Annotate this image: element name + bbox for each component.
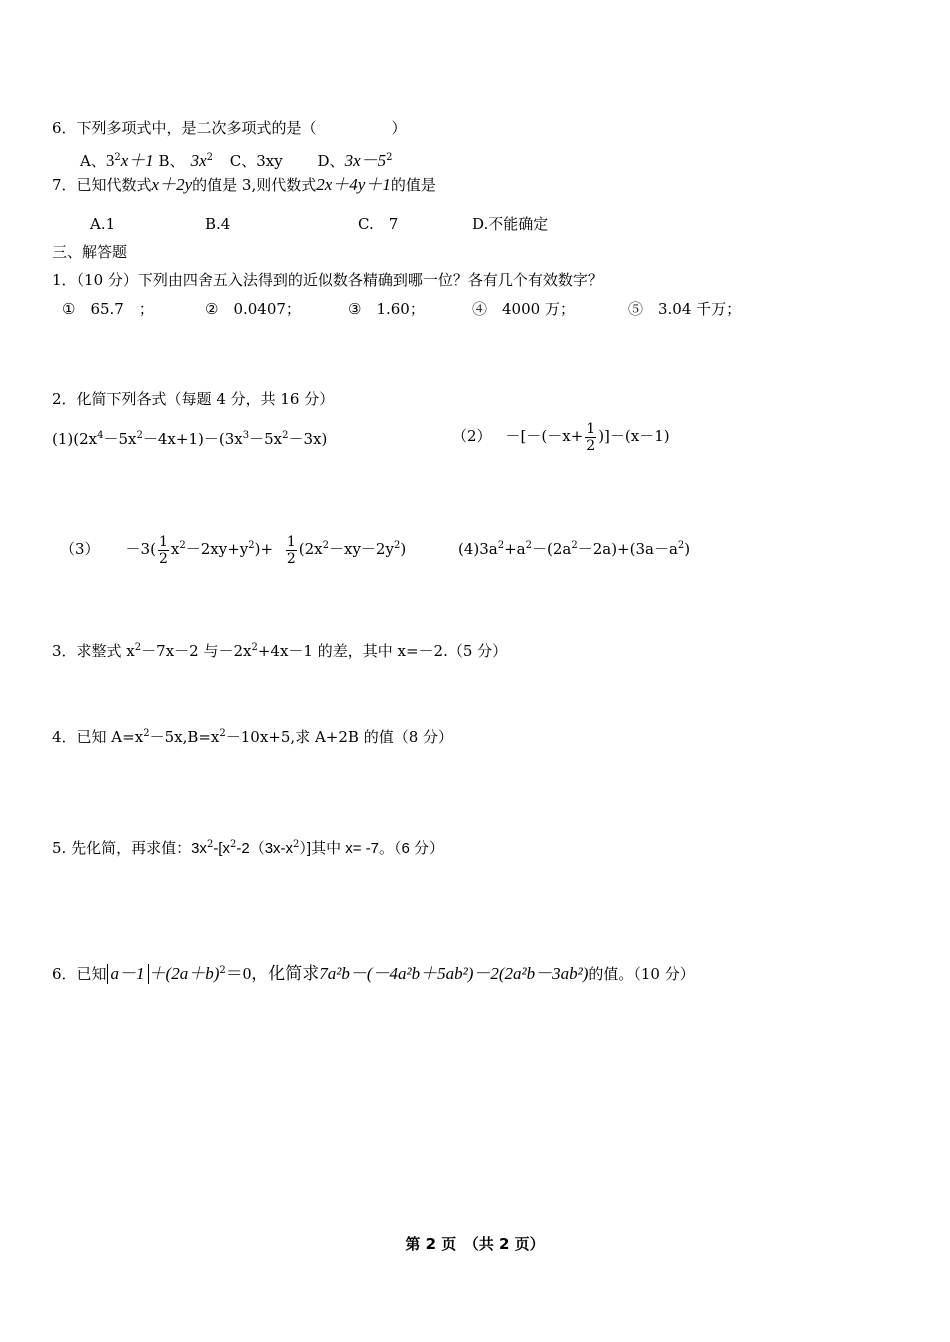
problem-2-sub-2 xyxy=(452,414,670,458)
math-text: －[－(－x+ xyxy=(505,427,584,445)
problem-1-stem: 1．（10 分）下列由四舍五入法得到的近似数各精确到哪一位？各有几个有效数字？ xyxy=(52,271,603,289)
option-b-expr: 3x xyxy=(190,151,207,170)
math-text: 2 xyxy=(251,642,258,653)
q7-option-c: C. 7 xyxy=(358,215,399,233)
math-text: －5x,B=x xyxy=(149,728,220,746)
math-text: 3 xyxy=(242,430,250,441)
q7-expr1: x＋2y xyxy=(151,175,193,194)
math-text: －3x) xyxy=(288,430,328,448)
math-text: 的值。（10 分） xyxy=(588,965,695,983)
math-text: ) xyxy=(684,540,691,558)
math-text: 2 xyxy=(586,437,596,454)
q7-middle: 的值是 3,则代数式 xyxy=(192,176,317,194)
math-text: ＝0，化简求 xyxy=(225,964,320,983)
problem-2-sub-3 xyxy=(60,524,406,571)
math-text: －2a)+(3a－a xyxy=(577,540,678,558)
math-text: (4)3a xyxy=(458,540,498,558)
math-text: 3．求整式 x xyxy=(52,642,135,660)
math-text: 2 xyxy=(393,540,401,551)
problem-1-item-1: ① 65.7 ； xyxy=(62,300,154,318)
problem-2-stem: 2．化简下列各式（每题 4 分，共 16 分） xyxy=(52,390,335,408)
problem-6 xyxy=(52,959,695,986)
problem-1-item-4: ④ 4000 万； xyxy=(472,300,575,318)
math-text: +4x－1 的差，其中 x=－2.（5 分） xyxy=(257,642,508,660)
q7-option-d: D.不能确定 xyxy=(472,215,549,233)
math-text: ）]其中 x= -7。（6 分） xyxy=(299,840,445,857)
math-text: 2 xyxy=(497,540,505,551)
option-a-rest: x＋1 xyxy=(120,151,154,170)
option-a-exponent: 2 xyxy=(114,152,121,163)
math-text: －5x xyxy=(103,430,137,448)
math-text: -2（3x-x xyxy=(236,840,294,857)
math-text: －(2a xyxy=(532,540,572,558)
math-text: 2 xyxy=(322,540,329,551)
q7-option-b: B.4 xyxy=(205,215,231,233)
math-text: 2 xyxy=(219,728,226,739)
problem-1-item-2: ② 0.0407； xyxy=(205,300,301,318)
math-text: )]－(x－1) xyxy=(598,427,670,445)
math-text: 2 xyxy=(229,839,237,850)
math-text: (2x xyxy=(298,540,323,558)
math-text: （3） xyxy=(60,540,100,558)
math-text: +a xyxy=(504,540,526,558)
math-text: (1)(2x xyxy=(52,430,98,448)
math-text: －5x xyxy=(249,430,283,448)
math-text: 2 xyxy=(282,430,289,441)
question-6-options xyxy=(80,148,392,171)
problem-2-sub-4 xyxy=(458,536,690,559)
expression-to-simplify: 7a²b－(－4a²b＋5ab²)－2(2a²b－3ab²) xyxy=(319,964,589,983)
math-text: （2） xyxy=(452,427,492,445)
option-c: C、3xy xyxy=(229,152,283,170)
math-text: 2 xyxy=(293,839,300,850)
option-d-label: D、 xyxy=(317,152,345,170)
math-text: 2 xyxy=(206,839,214,850)
fraction-half xyxy=(158,534,169,567)
math-text: 2 xyxy=(677,540,685,551)
math-text: 2 xyxy=(179,540,186,551)
absolute-value: a－1 xyxy=(107,964,149,984)
math-text: )+ xyxy=(254,540,274,558)
math-text: 2 xyxy=(143,728,150,739)
page-footer: 第 2 页 （共 2 页） xyxy=(405,1235,545,1253)
math-text: 3x xyxy=(191,840,207,857)
option-a-base: 3 xyxy=(105,151,115,170)
q7-option-a: A.1 xyxy=(90,215,116,233)
option-d-exponent: 2 xyxy=(386,152,393,163)
problem-2-sub-1 xyxy=(52,426,327,449)
q7-expr2: 2x＋4y＋1 xyxy=(316,175,391,194)
math-text: 1 xyxy=(586,420,596,437)
math-text: 2 xyxy=(158,550,168,567)
q7-suffix: 的值是 xyxy=(390,176,436,194)
problem-3 xyxy=(52,638,507,661)
math-text: ) xyxy=(400,540,407,558)
math-text: 2 xyxy=(525,540,532,551)
problem-5 xyxy=(52,835,444,859)
question-7-stem xyxy=(52,175,436,195)
math-text: －4x+1)－(3x xyxy=(142,430,243,448)
math-text: 1 xyxy=(158,533,168,550)
math-text: －2xy+y xyxy=(185,540,249,558)
math-text: －10x+5,求 A+2B 的值（8 分） xyxy=(225,728,454,746)
math-text: 4．已知 A=x xyxy=(52,728,144,746)
q7-prefix: 7．已知代数式 xyxy=(52,176,152,194)
problem-1-item-3: ③ 1.60； xyxy=(348,300,425,318)
problem-1-item-5: ⑤ 3.04 千万； xyxy=(628,300,742,318)
option-a-label: A、 xyxy=(80,152,106,170)
math-text: 4 xyxy=(97,430,104,441)
option-b-exponent: 2 xyxy=(206,152,213,163)
option-b-label: B、 xyxy=(158,152,185,170)
section-title: 三、解答题 xyxy=(52,243,128,261)
math-text: 2 xyxy=(134,642,142,653)
math-text: 1 xyxy=(286,533,296,550)
problem-4 xyxy=(52,724,453,747)
math-text: 2 xyxy=(219,965,226,976)
math-text: ＋(2a＋b) xyxy=(148,964,220,983)
math-text: 2 xyxy=(571,540,578,551)
math-text: x xyxy=(170,540,180,558)
math-text: －7x－2 与－2x xyxy=(141,642,252,660)
math-text: 2 xyxy=(286,550,296,567)
math-text: －3( xyxy=(125,540,156,558)
math-text: -[x xyxy=(213,840,230,857)
math-text: 5. 先化简，再求值： xyxy=(52,839,192,857)
option-d-expr: 3x－5 xyxy=(344,151,387,170)
question-6-stem: 6．下列多项式中，是二次多项式的是（ ） xyxy=(52,119,407,137)
fraction-half xyxy=(585,421,596,454)
math-text: －xy－2y xyxy=(328,540,394,558)
math-text: 2 xyxy=(248,540,255,551)
math-text: 6．已知 xyxy=(52,965,107,983)
math-text: 2 xyxy=(136,430,143,441)
fraction-half xyxy=(286,534,297,567)
